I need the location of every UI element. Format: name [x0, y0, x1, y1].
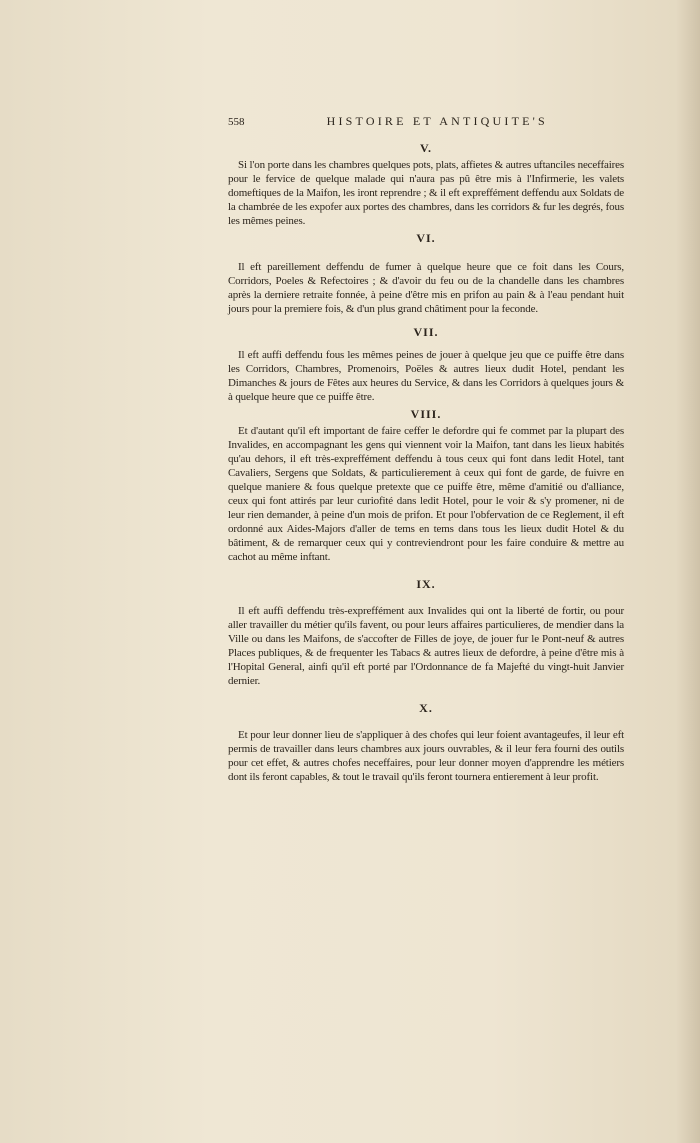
article-numeral: IX.: [416, 577, 436, 591]
article-v: [228, 138, 624, 228]
article-viii: [228, 404, 624, 564]
article-text: Et d'autant qu'il eft important de faire ceffer le defordre qui fe commet par la plupart des Invalides, en accompagnant les gens qui viennent voir la Maifon, tant dans les lieux habités qu'au dehors, il eft très-expreffément deffendu à tous ceux qui font dans ledit Hotel, tant Cavaliers, Sergens que Soldats, & particulierement à ceux qui font de garde, de fuivre en quelque maniere & fous quelque pretexte que ce puiffe être, même d'amitié ou d'alliance, ceux qui font attirés par leur curiofité dans ledit Hotel, pour le voir & s'y promener, ni de leur rien demander, à peine d'un mois de prifon. Et pour l'obfervation de ce Reglement, il eft ordonné aux Aides-Majors d'aller de tems en tems dans tous les lieux dudit Hotel & du bâtiment, & de remarquer ceux qui y contreviendront pour les faire conduire & mettre au cachot au même inftant.: [228, 425, 624, 563]
article-numeral: V.: [419, 141, 433, 155]
article-numeral: VIII.: [410, 407, 442, 421]
article-x: [228, 698, 624, 784]
article-vi: [228, 228, 624, 316]
article-text: Il eft auffi deffendu fous les mêmes peines de jouer à quelque jeu que ce puiffe être dans les Corridors, Chambres, Promenoirs, Poëles & autres lieux dudit Hotel, pendant les Dimanches & jours de Fêtes aux heures du Service, & dans les Corridors à quelques jours & à quelque heure que ce puiffe être.: [228, 349, 624, 403]
article-numeral: X.: [419, 701, 433, 715]
article-ix: [228, 574, 624, 688]
page-number: 558: [228, 116, 245, 128]
article-text: Il eft pareillement deffendu de fumer à quelque heure que ce foit dans les Cours, Corridors, Poeles & Refectoires ; & d'avoir du feu ou de la chandelle dans les chambres après la derniere retraite fonnée, à peine d'être mis en prifon au pain & à l'eau pendant huit jours pour la premiere fois, & d'un plus grand châtiment pour la feconde.: [228, 261, 624, 315]
article-numeral: VII.: [413, 325, 439, 339]
running-header: [228, 114, 624, 136]
book-page: [228, 114, 624, 784]
article-text: Il eft auffi deffendu très-expreffément aux Invalides qui ont la liberté de fortir, ou pour aller travailler du métier qu'ils favent, ou pour leurs affaires particulieres, de mendier dans la Ville ou dans les Maifons, de s'accofter de Filles de joye, de jouer fur le Pont-neuf & autres Places publiques, & de frequenter les Tabacs & autres lieux de defordre, à peine d'être mis à l'Hopital General, ainfi qu'il eft porté par l'Ordonnance de fa Majefté du vingt-huit Janvier dernier.: [228, 605, 624, 687]
article-text: Et pour leur donner lieu de s'appliquer à des chofes qui leur foient avantageufes, il leur eft permis de travailler dans leurs chambres aux jours ouvrables, & il leur fera fourni des outils pour cet effet, & autres chofes neceffaires, pour leur donner moyen d'apprendre les métiers dont ils feront capables, & tout le travail qu'ils feront tournera entierement à leur profit.: [228, 729, 624, 783]
running-title: HISTOIRE ET ANTIQUITE'S: [326, 114, 548, 128]
page-edge-shadow: [676, 0, 700, 1143]
article-text: Si l'on porte dans les chambres quelques pots, plats, affietes & autres uftanciles neceffaires pour le fervice de quelque malade qui n'aura pas pû être mis à l'Infirmerie, les valets domeftiques de la Maifon, les iront reprendre ; & il eft expreffément deffendu aux Soldats de la chambrée de les expofer aux portes des chambres, dans les corridors & fur les degrés, fous les mêmes peines.: [228, 159, 624, 227]
article-numeral: VI.: [416, 231, 436, 245]
article-vii: [228, 322, 624, 404]
